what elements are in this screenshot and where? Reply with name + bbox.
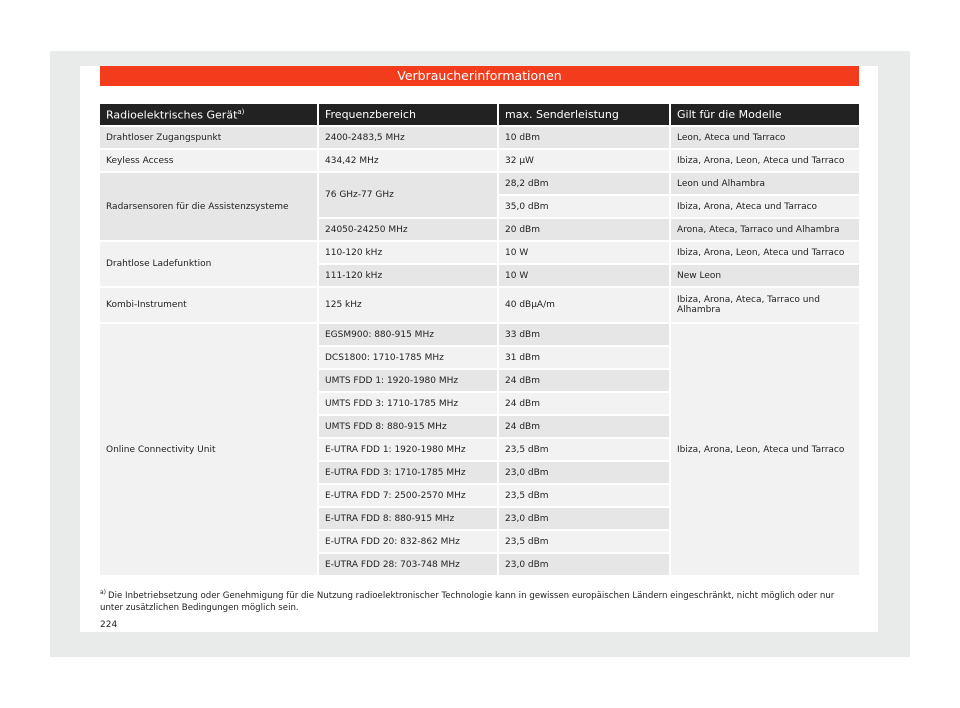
- cell-power: 33 dBm: [497, 324, 669, 345]
- cell-frequency: E-UTRA FDD 1: 1920-1980 MHz: [317, 439, 497, 460]
- header-frequency: Frequenzbereich: [317, 104, 497, 125]
- cell-models: Leon, Ateca und Tarraco: [669, 127, 859, 148]
- cell-frequency: 24050-24250 MHz: [317, 219, 497, 240]
- cell-models: Arona, Ateca, Tarraco und Alhambra: [669, 219, 859, 240]
- table-row: [100, 324, 859, 345]
- radio-equipment-table: [100, 102, 859, 577]
- cell-power: 28,2 dBm: [497, 173, 669, 194]
- cell-frequency: E-UTRA FDD 7: 2500-2570 MHz: [317, 485, 497, 506]
- header-models: Gilt für die Modelle: [669, 104, 859, 125]
- cell-power: 23,5 dBm: [497, 531, 669, 552]
- footnote-marker: a): [100, 589, 107, 596]
- cell-frequency: 111-120 kHz: [317, 265, 497, 286]
- footnote-ref: a): [237, 107, 245, 116]
- cell-models: Leon und Alhambra: [669, 173, 859, 194]
- cell-power: 10 W: [497, 242, 669, 263]
- cell-power: 23,5 dBm: [497, 439, 669, 460]
- cell-power: 10 dBm: [497, 127, 669, 148]
- cell-models: Ibiza, Arona, Leon, Ateca und Tarraco: [669, 242, 859, 263]
- cell-frequency: 110-120 kHz: [317, 242, 497, 263]
- cell-power: 20 dBm: [497, 219, 669, 240]
- cell-device: Keyless Access: [100, 150, 317, 171]
- cell-frequency: UMTS FDD 8: 880-915 MHz: [317, 416, 497, 437]
- cell-power: 40 dBµA/m: [497, 288, 669, 322]
- cell-frequency: 125 kHz: [317, 288, 497, 322]
- cell-device: Drahtloser Zugangspunkt: [100, 127, 317, 148]
- cell-frequency: UMTS FDD 3: 1710-1785 MHz: [317, 393, 497, 414]
- cell-models: Ibiza, Arona, Leon, Ateca und Tarraco: [669, 324, 859, 575]
- cell-frequency: E-UTRA FDD 28: 703-748 MHz: [317, 554, 497, 575]
- cell-frequency: E-UTRA FDD 3: 1710-1785 MHz: [317, 462, 497, 483]
- header-device: Radioelektrisches Gerät$^{a)}$: [100, 104, 317, 125]
- cell-frequency: UMTS FDD 1: 1920-1980 MHz: [317, 370, 497, 391]
- footnote-text: Die Inbetriebsetzung oder Genehmigung für die Nutzung radioelektronischer Technologie kann in gewissen europäischen Ländern eingeschränkt, nicht möglich oder nur unter zusätzlichen Bedingungen möglich sein.: [100, 590, 835, 613]
- cell-power: 24 dBm: [497, 370, 669, 391]
- table-row: [100, 242, 859, 263]
- cell-power: 24 dBm: [497, 393, 669, 414]
- cell-frequency: 434,42 MHz: [317, 150, 497, 171]
- cell-device: Online Connectivity Unit: [100, 324, 317, 575]
- page-number: 224: [100, 620, 118, 630]
- cell-models: Ibiza, Arona, Leon, Ateca und Tarraco: [669, 150, 859, 171]
- cell-device: Kombi-Instrument: [100, 288, 317, 322]
- table-row: [100, 150, 859, 171]
- cell-power: 10 W: [497, 265, 669, 286]
- cell-power: 24 dBm: [497, 416, 669, 437]
- cell-frequency: E-UTRA FDD 20: 832-862 MHz: [317, 531, 497, 552]
- cell-power: 32 µW: [497, 150, 669, 171]
- cell-frequency: EGSM900: 880-915 MHz: [317, 324, 497, 345]
- cell-frequency: 76 GHz-77 GHz: [317, 173, 497, 217]
- cell-frequency: 2400-2483,5 MHz: [317, 127, 497, 148]
- cell-power: 23,0 dBm: [497, 554, 669, 575]
- cell-power: 23,0 dBm: [497, 508, 669, 529]
- table-row: [100, 173, 859, 194]
- cell-frequency: E-UTRA FDD 8: 880-915 MHz: [317, 508, 497, 529]
- cell-models: Ibiza, Arona, Ateca und Tarraco: [669, 196, 859, 217]
- cell-models: New Leon: [669, 265, 859, 286]
- cell-device: Radarsensoren für die Assistenzsysteme: [100, 173, 317, 240]
- cell-power: 31 dBm: [497, 347, 669, 368]
- footnote: [100, 587, 859, 614]
- cell-power: 23,5 dBm: [497, 485, 669, 506]
- table-row: [100, 288, 859, 322]
- table-row: [100, 127, 859, 148]
- cell-power: 23,0 dBm: [497, 462, 669, 483]
- cell-frequency: DCS1800: 1710-1785 MHz: [317, 347, 497, 368]
- cell-power: 35,0 dBm: [497, 196, 669, 217]
- table-header-row: [100, 104, 859, 125]
- section-banner: Verbraucherinformationen: [100, 66, 859, 86]
- cell-models: Ibiza, Arona, Ateca, Tarraco und Alhambra: [669, 288, 859, 322]
- header-power: max. Senderleistung: [497, 104, 669, 125]
- cell-device: Drahtlose Ladefunktion: [100, 242, 317, 286]
